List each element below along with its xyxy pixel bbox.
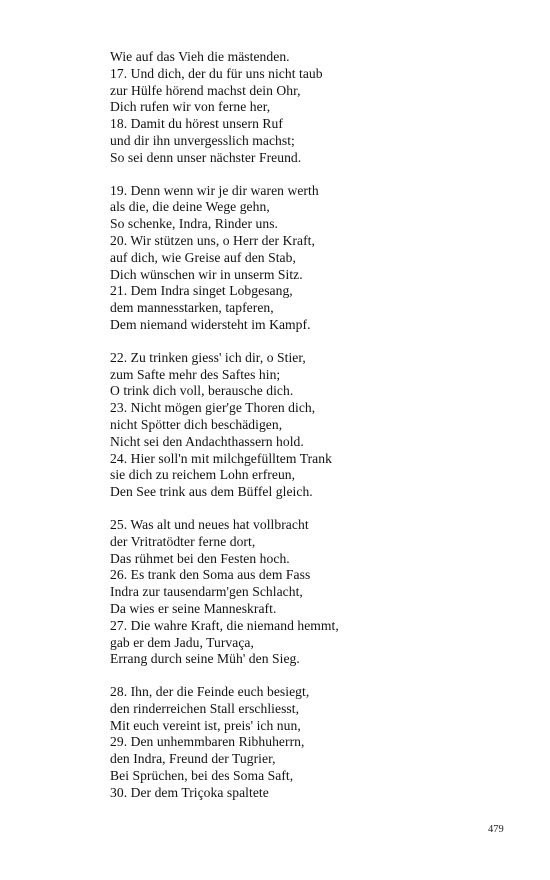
verse-line: gab er dem Jadu, Turvaça, — [110, 634, 254, 650]
verse-line: So sei denn unser nächster Freund. — [110, 149, 302, 165]
verse-line: 26. Es trank den Soma aus dem Fass — [110, 567, 311, 583]
poem-text — [110, 49, 510, 818]
verse-line: Mit euch vereint ist, preis' ich nun, — [110, 717, 301, 733]
verse-line: als die, die deine Wege gehn, — [110, 199, 270, 215]
verse-line: sie dich zu reichem Lohn erfreun, — [110, 467, 296, 483]
verse-line: den rinderreichen Stall erschliesst, — [110, 700, 300, 716]
verse-line: Bei Sprüchen, bei des Soma Saft, — [110, 768, 294, 784]
verse-line: 29. Den unhemmbaren Ribhuherrn, — [110, 734, 305, 750]
verse-line: Da wies er seine Manneskraft. — [110, 600, 277, 616]
verse-line: Errang durch seine Müh' den Sieg. — [110, 651, 300, 667]
verse-line: 24. Hier soll'n mit milchgefülltem Trank — [110, 450, 332, 466]
verse-line: 28. Ihn, der die Feinde euch besiegt, — [110, 684, 310, 700]
verse-line: Wie auf das Vieh die mästenden. — [110, 49, 290, 64]
verse-line: 30. Der dem Triçoka spaltete — [110, 784, 269, 800]
verse-line: Dem niemand widersteht im Kampf. — [110, 316, 311, 332]
verse-line: und dir ihn unvergesslich machst; — [110, 132, 295, 148]
stanza-5 — [110, 684, 510, 802]
verse-line: Das rühmet bei den Festen hoch. — [110, 550, 290, 566]
page-number: 479 — [488, 824, 504, 835]
verse-line: 27. Die wahre Kraft, die niemand hemmt, — [110, 617, 339, 633]
verse-line: So schenke, Indra, Rinder uns. — [110, 216, 278, 232]
verse-line: O trink dich voll, berausche dich. — [110, 383, 294, 399]
verse-line: Dich wünschen wir in unserm Sitz. — [110, 266, 303, 282]
verse-line: nicht Spötter dich beschädigen, — [110, 416, 283, 432]
verse-line: 25. Was alt und neues hat vollbracht — [110, 516, 309, 532]
stanza-4 — [110, 517, 510, 668]
verse-line: 18. Damit du hörest unsern Ruf — [110, 116, 283, 132]
stanza-2 — [110, 183, 510, 334]
verse-line: 19. Denn wenn wir je dir waren werth — [110, 182, 319, 198]
stanza-1 — [110, 49, 510, 167]
verse-line: Indra zur tausendarm'gen Schlacht, — [110, 584, 303, 600]
verse-line: 21. Dem Indra singet Lobgesang, — [110, 283, 293, 299]
stanza-3 — [110, 350, 510, 501]
verse-line: den Indra, Freund der Tugrier, — [110, 751, 276, 767]
verse-line: 20. Wir stützen uns, o Herr der Kraft, — [110, 232, 315, 248]
verse-line: Nicht sei den Andachthassern hold. — [110, 433, 304, 449]
verse-line: 17. Und dich, der du für uns nicht taub — [110, 65, 323, 81]
verse-line: zur Hülfe hörend machst dein Ohr, — [110, 82, 301, 98]
verse-line: dem mannesstarken, tapferen, — [110, 300, 274, 316]
verse-line: auf dich, wie Greise auf den Stab, — [110, 249, 296, 265]
verse-line: Den See trink aus dem Büffel gleich. — [110, 484, 313, 500]
verse-line: Dich rufen wir von ferne her, — [110, 99, 271, 115]
verse-line: zum Safte mehr des Saftes hin; — [110, 366, 281, 382]
verse-line: 23. Nicht mögen gier'ge Thoren dich, — [110, 400, 316, 416]
verse-line: 22. Zu trinken giess' ich dir, o Stier, — [110, 349, 306, 365]
verse-line: der Vritratödter ferne dort, — [110, 533, 256, 549]
